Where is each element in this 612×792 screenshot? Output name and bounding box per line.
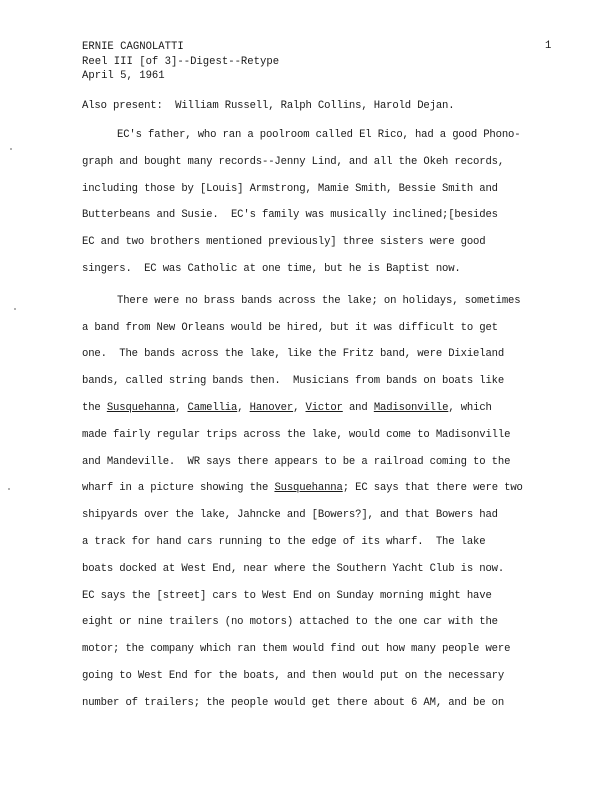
text-run: boats docked at West End, near where the Southern Yacht Club is now. [82,563,505,575]
text-run: wharf in a picture showing the [82,482,275,494]
text-run: bands, called string bands then. Musicians from bands on boats like [82,375,505,387]
boat-name: Hanover [249,402,294,414]
text-run: EC says the [street] cars to West End on Sunday morning might have [82,590,492,602]
scan-speck [8,488,10,490]
interview-date: April 5, 1961 [82,70,165,82]
transcript-line [82,347,504,361]
scan-speck [10,148,12,150]
page-number: 1 [545,40,552,52]
transcript-line [117,128,520,142]
text-run: one. The bands across the lake, like the Fritz band, were Dixieland [82,348,505,360]
text-run: including those by [Louis] Armstrong, Mamie Smith, Bessie Smith and [82,183,498,195]
transcript-line [82,669,504,683]
boat-name: Madisonville [373,402,449,414]
transcript-line [82,401,492,415]
text-run: number of trailers; the people would get there about 6 AM, and be on [82,697,505,709]
text-run: Butterbeans and Susie. EC's family was musically inclined;[besides [82,209,498,221]
boat-name: Susquehanna [274,482,343,494]
transcript-line [117,294,520,308]
text-run: a track for hand cars running to the edge of its wharf. The lake [82,536,486,548]
transcript-line [82,535,485,549]
transcript-line [82,642,510,656]
text-run: motor; the company which ran them would find out how many people were [82,643,511,655]
reel-info: Reel III [of 3]--Digest--Retype [82,56,280,68]
text-run: EC and two brothers mentioned previously] three sisters were good [82,236,486,248]
text-run: a band from New Orleans would be hired, but it was difficult to get [82,322,498,334]
text-run: going to West End for the boats, and then would put on the necessary [82,670,505,682]
transcript-line [82,208,498,222]
transcript-line [82,508,498,522]
transcript-line [82,562,504,576]
transcript-line [82,428,510,442]
boat-name: Victor [305,402,343,414]
text-run: singers. EC was Catholic at one time, but he is Baptist now. [82,263,461,275]
text-run: ; EC says that there were two [342,482,523,494]
text-run: , [293,402,306,414]
boat-name: Camellia [187,402,238,414]
transcript-line [82,374,504,388]
transcript-line [82,262,461,276]
text-run: graph and bought many records--Jenny Lind, and all the Okeh records, [82,156,505,168]
transcript-line [82,481,523,495]
boat-name: Susquehanna [106,402,176,414]
text-run: eight or nine trailers (no motors) attached to the one car with the [82,616,498,628]
text-run: made fairly regular trips across the lake, would come to Madisonville [82,429,511,441]
transcript-line [82,455,510,469]
text-run: There were no brass bands across the lake; on holidays, sometimes [117,295,521,307]
transcript-line [82,615,498,629]
transcript-line [82,696,504,710]
transcript-line [82,155,504,169]
text-run: EC's father, who ran a poolroom called El Rico, had a good Phono- [117,129,521,141]
transcript-line [82,589,492,603]
text-run: , [175,402,188,414]
text-run: and [342,402,374,414]
transcript-line [82,182,498,196]
text-run: the [82,402,107,414]
scan-speck [14,308,16,310]
text-run: shipyards over the lake, Jahncke and [Bowers?], and that Bowers had [82,509,498,521]
text-run: , [237,402,250,414]
text-run: , which [448,402,492,414]
transcript-line [82,235,485,249]
transcript-line [82,321,498,335]
present-line: Also present: William Russell, Ralph Collins, Harold Dejan. [82,100,455,112]
interviewee-name: ERNIE CAGNOLATTI [82,41,184,53]
text-run: and Mandeville. WR says there appears to be a railroad coming to the [82,456,511,468]
